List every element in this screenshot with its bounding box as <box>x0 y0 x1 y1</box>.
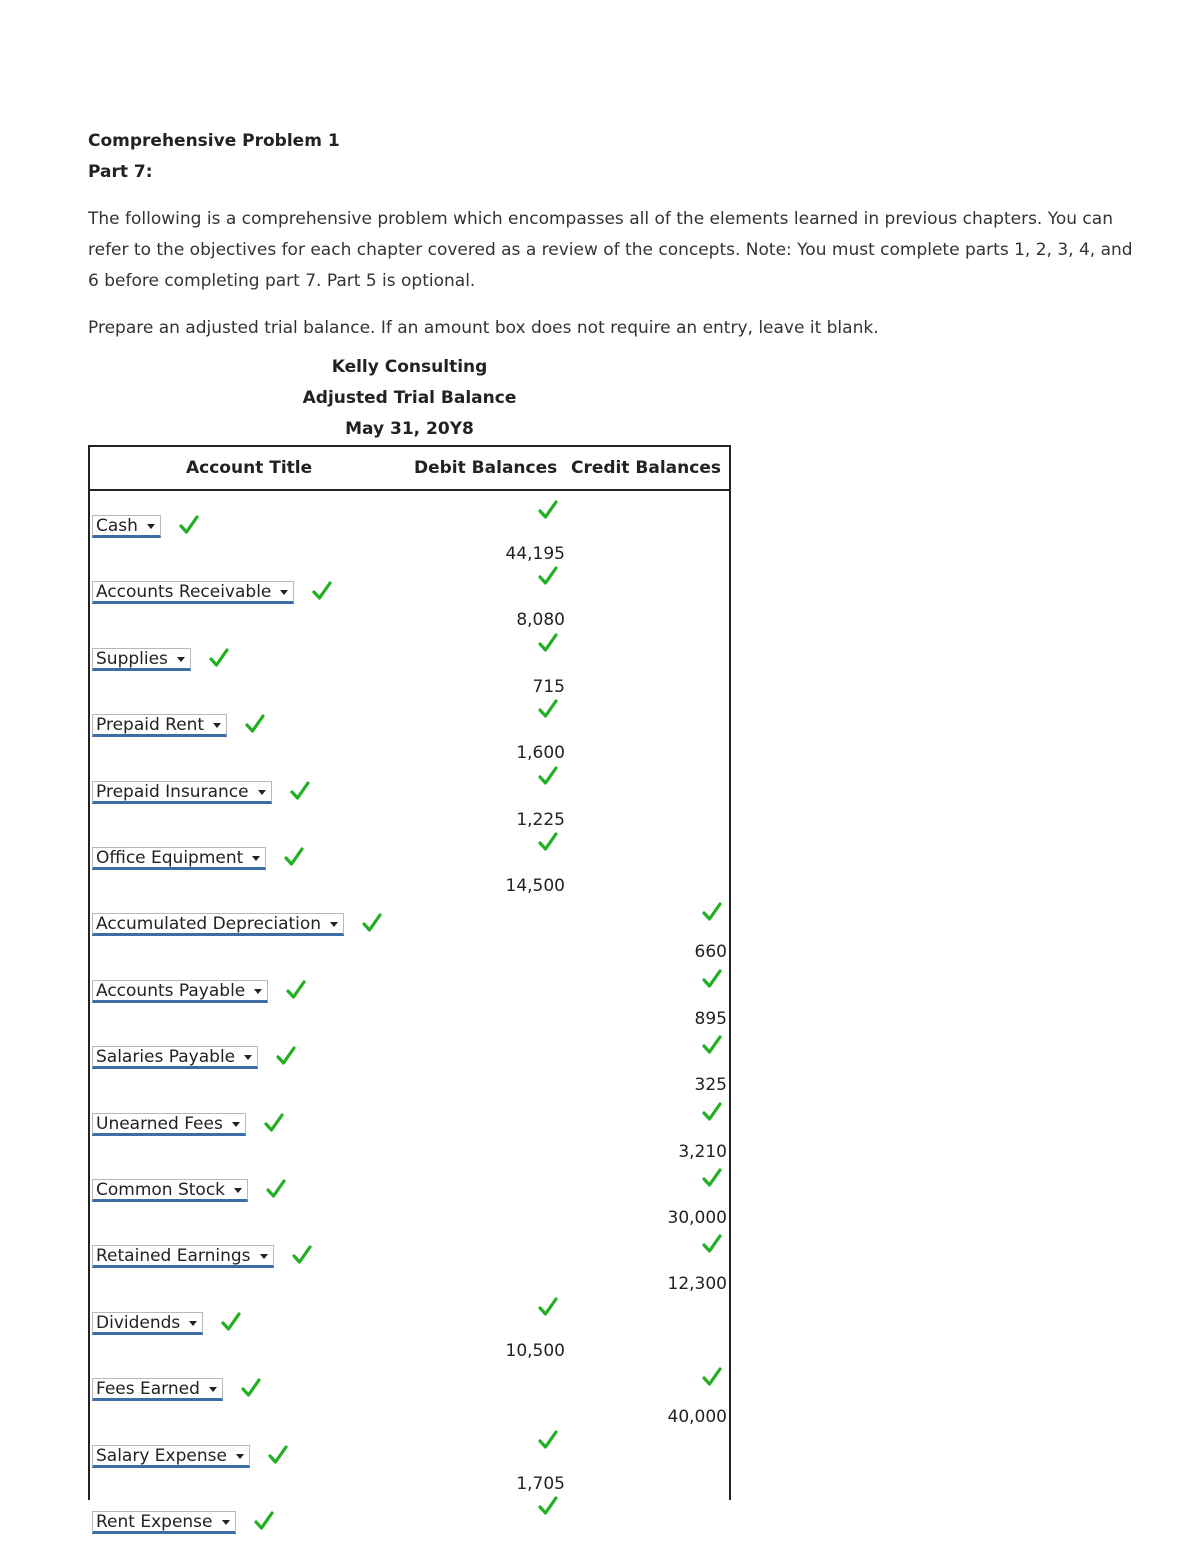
instructions-paragraph: The following is a comprehensive problem which encompasses all of the elements learned in previous chapters. You can refer to the objectives for each chapter covered as a review of the concepts. Note: You must complete parts 1, 2, 3, 4, and 6 before completing part 7. Part 5 is optional. <box>88 209 1133 291</box>
table-row <box>90 1488 729 1554</box>
instructions-prompt: Prepare an adjusted trial balance. If an amount box does not require an entry, leave it blank. <box>88 318 879 338</box>
dropdown-arrow-icon <box>234 1188 242 1193</box>
checkmark-icon <box>283 846 305 868</box>
account-select[interactable] <box>92 1511 236 1534</box>
checkmark-icon <box>265 1178 287 1200</box>
table-row <box>90 1023 729 1096</box>
checkmark-icon <box>275 1045 297 1067</box>
credit-amount: 325 <box>694 1075 727 1096</box>
checkmark-icon <box>220 1311 242 1333</box>
checkmark-icon <box>537 1495 559 1517</box>
debit-amount: 1,600 <box>516 743 565 764</box>
account-select-value: Supplies <box>96 648 168 669</box>
column-header-credit: Credit Balances <box>571 458 721 478</box>
debit-amount: 8,080 <box>516 610 565 631</box>
checkmark-icon <box>263 1112 285 1134</box>
checkmark-icon <box>267 1444 289 1466</box>
table-row <box>90 1156 729 1228</box>
statement-date: May 31, 20Y8 <box>345 419 474 439</box>
problem-title: Comprehensive Problem 1 <box>88 131 340 151</box>
checkmark-icon <box>701 1167 723 1189</box>
debit-amount: 10,500 <box>505 1340 565 1361</box>
checkmark-icon <box>178 514 200 536</box>
account-select-value: Salary Expense <box>96 1445 227 1466</box>
account-select[interactable] <box>92 1312 203 1335</box>
debit-amount: 715 <box>532 676 565 697</box>
account-select[interactable] <box>92 1179 248 1202</box>
dropdown-arrow-icon <box>252 856 260 861</box>
account-select-value: Rent Expense <box>96 1512 213 1532</box>
checkmark-icon <box>537 632 559 654</box>
account-select-value: Prepaid Insurance <box>96 781 249 802</box>
dropdown-arrow-icon <box>213 723 221 728</box>
table-row <box>90 691 729 764</box>
account-select[interactable] <box>92 1113 246 1136</box>
dropdown-arrow-icon <box>260 1254 268 1259</box>
debit-amount: 44,195 <box>505 544 565 564</box>
account-select[interactable] <box>92 581 294 604</box>
checkmark-icon <box>537 831 559 853</box>
column-header-account: Account Title <box>186 458 313 478</box>
table-row <box>90 1090 729 1162</box>
table-row <box>90 1289 729 1361</box>
dropdown-arrow-icon <box>189 1321 197 1326</box>
account-select[interactable] <box>92 1046 258 1069</box>
table-row <box>90 492 729 564</box>
account-select[interactable] <box>92 515 161 538</box>
checkmark-icon <box>208 647 230 669</box>
checkmark-icon <box>361 912 383 934</box>
checkmark-icon <box>537 499 559 521</box>
checkmark-icon <box>701 1101 723 1123</box>
credit-amount: 40,000 <box>667 1407 727 1428</box>
account-select-value: Salaries Payable <box>96 1047 236 1068</box>
account-select-value: Accounts Payable <box>96 980 246 1001</box>
checkmark-icon <box>289 780 311 802</box>
account-select-value: Accounts Receivable <box>96 582 272 603</box>
debit-amount: 14,500 <box>505 876 565 896</box>
table-row <box>90 890 729 963</box>
checkmark-icon <box>253 1510 275 1532</box>
account-select[interactable] <box>92 1378 223 1401</box>
debit-amount: 1,225 <box>516 809 565 830</box>
account-select[interactable] <box>92 1445 250 1468</box>
account-select-value: Accumulated Depreciation <box>96 914 322 935</box>
credit-amount: 30,000 <box>667 1208 727 1228</box>
account-select-value: Office Equipment <box>96 848 244 868</box>
checkmark-icon <box>285 979 307 1001</box>
dropdown-arrow-icon <box>209 1387 217 1392</box>
checkmark-icon <box>701 901 723 923</box>
account-select[interactable] <box>92 913 344 936</box>
checkmark-icon <box>537 1296 559 1318</box>
dropdown-arrow-icon <box>280 590 288 595</box>
account-select[interactable] <box>92 648 191 671</box>
checkmark-icon <box>244 713 266 735</box>
dropdown-arrow-icon <box>254 989 262 994</box>
debit-amount: 1,705 <box>516 1473 565 1494</box>
account-select-value: Prepaid Rent <box>96 715 205 736</box>
checkmark-icon <box>701 968 723 990</box>
table-row <box>90 824 729 896</box>
checkmark-icon <box>701 1366 723 1388</box>
checkmark-icon <box>701 1034 723 1056</box>
table-row <box>90 1222 729 1295</box>
table-row <box>90 558 729 631</box>
account-select[interactable] <box>92 980 268 1003</box>
dropdown-arrow-icon <box>330 922 338 927</box>
account-select[interactable] <box>92 1245 274 1268</box>
table-header <box>90 447 729 491</box>
checkmark-icon <box>537 1429 559 1451</box>
credit-amount: 895 <box>694 1008 727 1029</box>
checkmark-icon <box>537 765 559 787</box>
account-select-value: Common Stock <box>96 1180 226 1200</box>
dropdown-arrow-icon <box>258 790 266 795</box>
checkmark-icon <box>537 698 559 720</box>
account-select-value: Dividends <box>96 1312 181 1333</box>
table-row <box>90 957 729 1029</box>
statement-title: Adjusted Trial Balance <box>302 388 517 408</box>
part-label: Part 7: <box>88 162 153 182</box>
dropdown-arrow-icon <box>222 1520 230 1525</box>
checkmark-icon <box>240 1377 262 1399</box>
account-select[interactable] <box>92 847 266 870</box>
table-row <box>90 1355 729 1428</box>
checkmark-icon <box>537 565 559 587</box>
account-select[interactable] <box>92 781 272 804</box>
trial-balance-table <box>88 445 731 1532</box>
column-header-debit: Debit Balances <box>414 458 558 478</box>
account-select-value: Fees Earned <box>96 1379 200 1400</box>
dropdown-arrow-icon <box>177 657 185 662</box>
checkmark-icon <box>291 1244 313 1266</box>
account-select-value: Unearned Fees <box>96 1113 223 1134</box>
dropdown-arrow-icon <box>232 1122 240 1127</box>
credit-amount: 3,210 <box>678 1141 727 1162</box>
dropdown-arrow-icon <box>147 524 155 529</box>
dropdown-arrow-icon <box>244 1055 252 1060</box>
company-name: Kelly Consulting <box>331 357 488 377</box>
account-select-value: Retained Earnings <box>96 1246 251 1267</box>
account-select[interactable] <box>92 714 227 737</box>
dropdown-arrow-icon <box>236 1454 244 1459</box>
credit-amount: 660 <box>694 942 727 963</box>
table-row <box>90 625 729 697</box>
account-select-value: Cash <box>96 516 138 536</box>
table-row <box>90 758 729 830</box>
checkmark-icon <box>311 580 333 602</box>
checkmark-icon <box>701 1233 723 1255</box>
table-row <box>90 1422 729 1494</box>
credit-amount: 12,300 <box>667 1274 727 1295</box>
